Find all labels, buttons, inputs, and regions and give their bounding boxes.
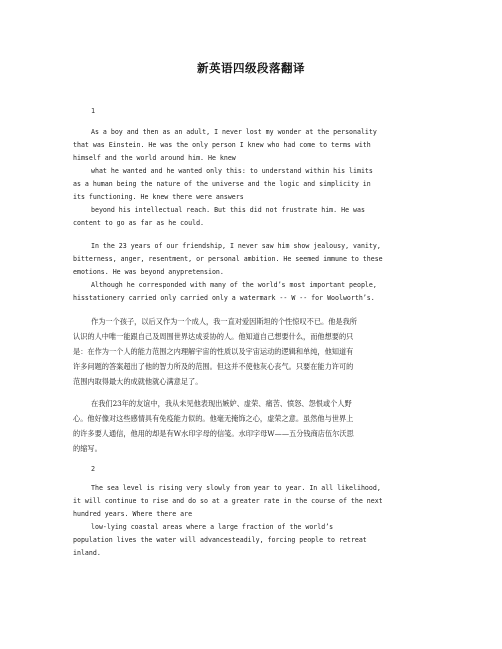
document-title: 新英语四级段落翻译: [197, 61, 305, 75]
text-line: 范围内取得最大的成就他就心满意足了。: [73, 377, 203, 386]
text-line: Although he corresponded with many of the world’s most important people,: [91, 281, 377, 289]
text-line: as a human being the nature of the universe and the logic and simplicity in: [73, 180, 371, 188]
text-line: bitterness, anger, resentment, or personal ambition. He seemed immune to these: [73, 255, 383, 263]
text-line: 的缩写。: [73, 444, 102, 453]
section-number: 1: [91, 107, 96, 115]
text-line: its functioning. He knew there were answers: [73, 193, 244, 201]
text-line: hundred years. Where there are: [73, 510, 193, 518]
text-line: himself and the world around him. He knew: [73, 154, 236, 162]
text-line: As a boy and then as an adult, I never lost my wonder at the personality: [91, 128, 377, 136]
text-line: 认识的人中唯一能跟自己及周围世界达成妥协的人。他知道自己想要什么，而他想要的只: [73, 332, 354, 341]
text-line: inland.: [73, 549, 101, 557]
text-line: In the 23 years of our friendship, I never saw him show jealousy, vanity,: [91, 242, 381, 250]
text-line: emotions. He was beyond anypretension.: [73, 268, 224, 276]
text-line: 许多问题的答案超出了他的智力所及的范围。但这并不使他灰心丧气。只要在能力许可的: [73, 362, 354, 371]
text-line: low-lying coastal areas where a large fraction of the world’s: [91, 523, 334, 531]
text-line: beyond his intellectual reach. But this did not frustrate him. He was: [91, 206, 365, 214]
text-line: 是：在作为一个人的能力范围之内理解宇宙的性质以及宇宙运动的逻辑和单纯，他知道有: [73, 347, 354, 356]
text-line: hisstationery carried only carried only a watermark -- W -- for Woolworth’s.: [73, 294, 375, 302]
text-line: 作为一个孩子，以后又作为一个成人，我一直对爱因斯坦的个性惊叹不已。他是我所: [91, 317, 357, 326]
text-line: The sea level is rising very slowly from year to year. In all likelihood,: [91, 484, 381, 492]
text-line: population lives the water will advancesteadily, forcing people to retreat: [73, 536, 367, 544]
text-line: 的许多要人通信，他用的却是有W水印字母的信笺。水印字母W——五分钱商店伍尔沃思: [73, 429, 354, 438]
text-line: that was Einstein. He was the only person I knew who had come to terms with: [73, 141, 371, 149]
text-line: 在我们23年的友谊中，我从未见他表现出嫉妒、虚荣、痛苦、愤怒、怨恨或个人野: [91, 399, 352, 408]
section-number: 2: [91, 465, 96, 473]
text-line: 心。他好像对这些感情具有免疫能力似的。他毫无掩饰之心，虚荣之意。虽然他与世界上: [73, 414, 354, 423]
text-line: content to go as far as he could.: [73, 219, 205, 227]
text-line: what he wanted and he wanted only this: to understand within his limits: [91, 167, 373, 175]
text-line: it will continue to rise and do so at a greater rate in the course of the next: [73, 497, 383, 505]
